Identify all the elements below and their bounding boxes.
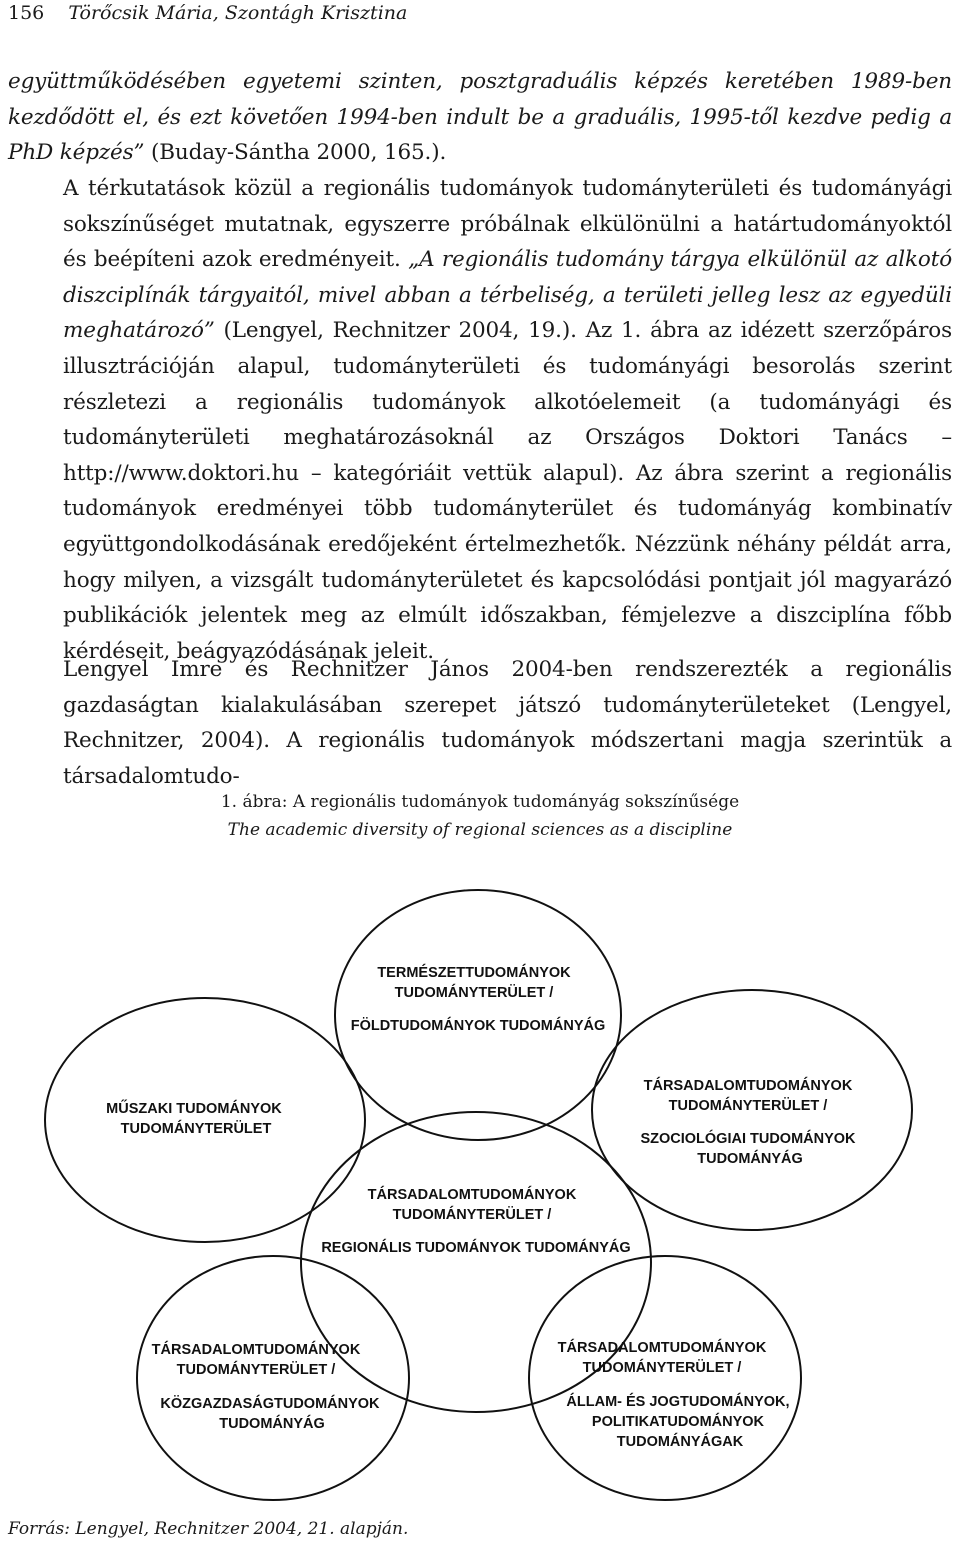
- paragraph-2-intro: A térkutatások közül a regionális tudományok tudományterületi és tudományági sokszínűséget mutatnak, egyszerre próbálnak elkülönülni a határtudományoktól és beépíteni azok eredményeit.: [63, 176, 952, 273]
- paragraph-1-citation: (Buday-Sántha 2000, 165.).: [151, 140, 447, 166]
- circle-economics: [137, 1256, 409, 1500]
- figure-caption-english: The academic diversity of regional sciences as a discipline: [227, 820, 733, 840]
- label-natural-sciences: TERMÉSZETTUDOMÁNYOK TUDOMÁNYTERÜLET / FÖLDTUDOMÁNYOK TUDOMÁNYÁG: [350, 965, 606, 1034]
- paragraph-2-body: (Lengyel, Rechnitzer 2004, 19.). Az 1. ábra az idézett szerzőpáros illusztrációján alapul, tudományterületi és tudományági besorolás szerint részletezi a regionális tudományok alkotóelemeit (a tudományági és tudományterületi meghatározásoknál az Országos Doktori Tanács – http://www.doktori.hu – kategóriáit vettük alapul). Az ábra szerint a regionális tudományok eredményei több tudományterület és tudományág kombinatív együttgondolkodásának eredőjeként értelmezhetők. Nézzünk néhány példát arra, hogy milyen, a vizsgált tudományterületet és kapcsolódási pontjait jól magyarázó publikációk jelentek meg az elmúlt időszakban, fémjelezve a diszciplína főbb kérdéseit, beágyazódásának jeleit.: [63, 318, 952, 664]
- label-economics: TÁRSADALOMTUDOMÁNYOK TUDOMÁNYTERÜLET / KÖZGAZDASÁGTUDOMÁNYOK TUDOMÁNYÁG: [151, 1342, 380, 1432]
- page-number: 156: [8, 2, 45, 24]
- paragraph-3-text: Lengyel Imre és Rechnitzer János 2004-ben rendszerezték a regionális gazdaságtan kialakulásában szerepet játszó tudományterületeket (Lengyel, Rechnitzer, 2004). A regionális tudományok módszertani magja szerintük a társadalomtudo-: [63, 657, 952, 789]
- label-engineering: MŰSZAKI TUDOMÁNYOK TUDOMÁNYTERÜLET: [106, 1101, 282, 1137]
- label-sociology: TÁRSADALOMTUDOMÁNYOK TUDOMÁNYTERÜLET / SZOCIOLÓGIAI TUDOMÁNYOK TUDOMÁNYÁG: [640, 1078, 856, 1167]
- circle-law-politics: [529, 1256, 801, 1500]
- figure-source: Forrás: Lengyel, Rechnitzer 2004, 21. alapján.: [8, 1519, 409, 1539]
- label-law-politics: TÁRSADALOMTUDOMÁNYOK TUDOMÁNYTERÜLET / ÁLLAM- ÉS JOGTUDOMÁNYOK, POLITIKATUDOMÁNYOK TUDOMÁNYÁGAK: [557, 1340, 790, 1450]
- circle-engineering: [45, 998, 365, 1242]
- paragraph-2-quote: „A regionális tudomány tárgya elkülönül az alkotó diszciplínák tárgyaitól, mivel abban a térbeliség, a területi jelleg lesz az egyedüli meghatározó”: [63, 247, 952, 344]
- circle-natural-sciences: [335, 890, 621, 1140]
- label-regional-sciences: TÁRSADALOMTUDOMÁNYOK TUDOMÁNYTERÜLET / REGIONÁLIS TUDOMÁNYOK TUDOMÁNYÁG: [321, 1187, 631, 1256]
- paragraph-1-quote: együttműködésében egyetemi szinten, posztgraduális képzés keretében 1989-ben kezdődött el, és ezt követően 1994-ben indult be a graduális, 1995-től kezdve pedig a PhD képzés”: [8, 69, 952, 166]
- figure-caption: 1. ábra: A regionális tudományok tudományág sokszínűsége: [220, 792, 740, 812]
- running-authors: Törőcsik Mária, Szontágh Krisztina: [68, 2, 408, 24]
